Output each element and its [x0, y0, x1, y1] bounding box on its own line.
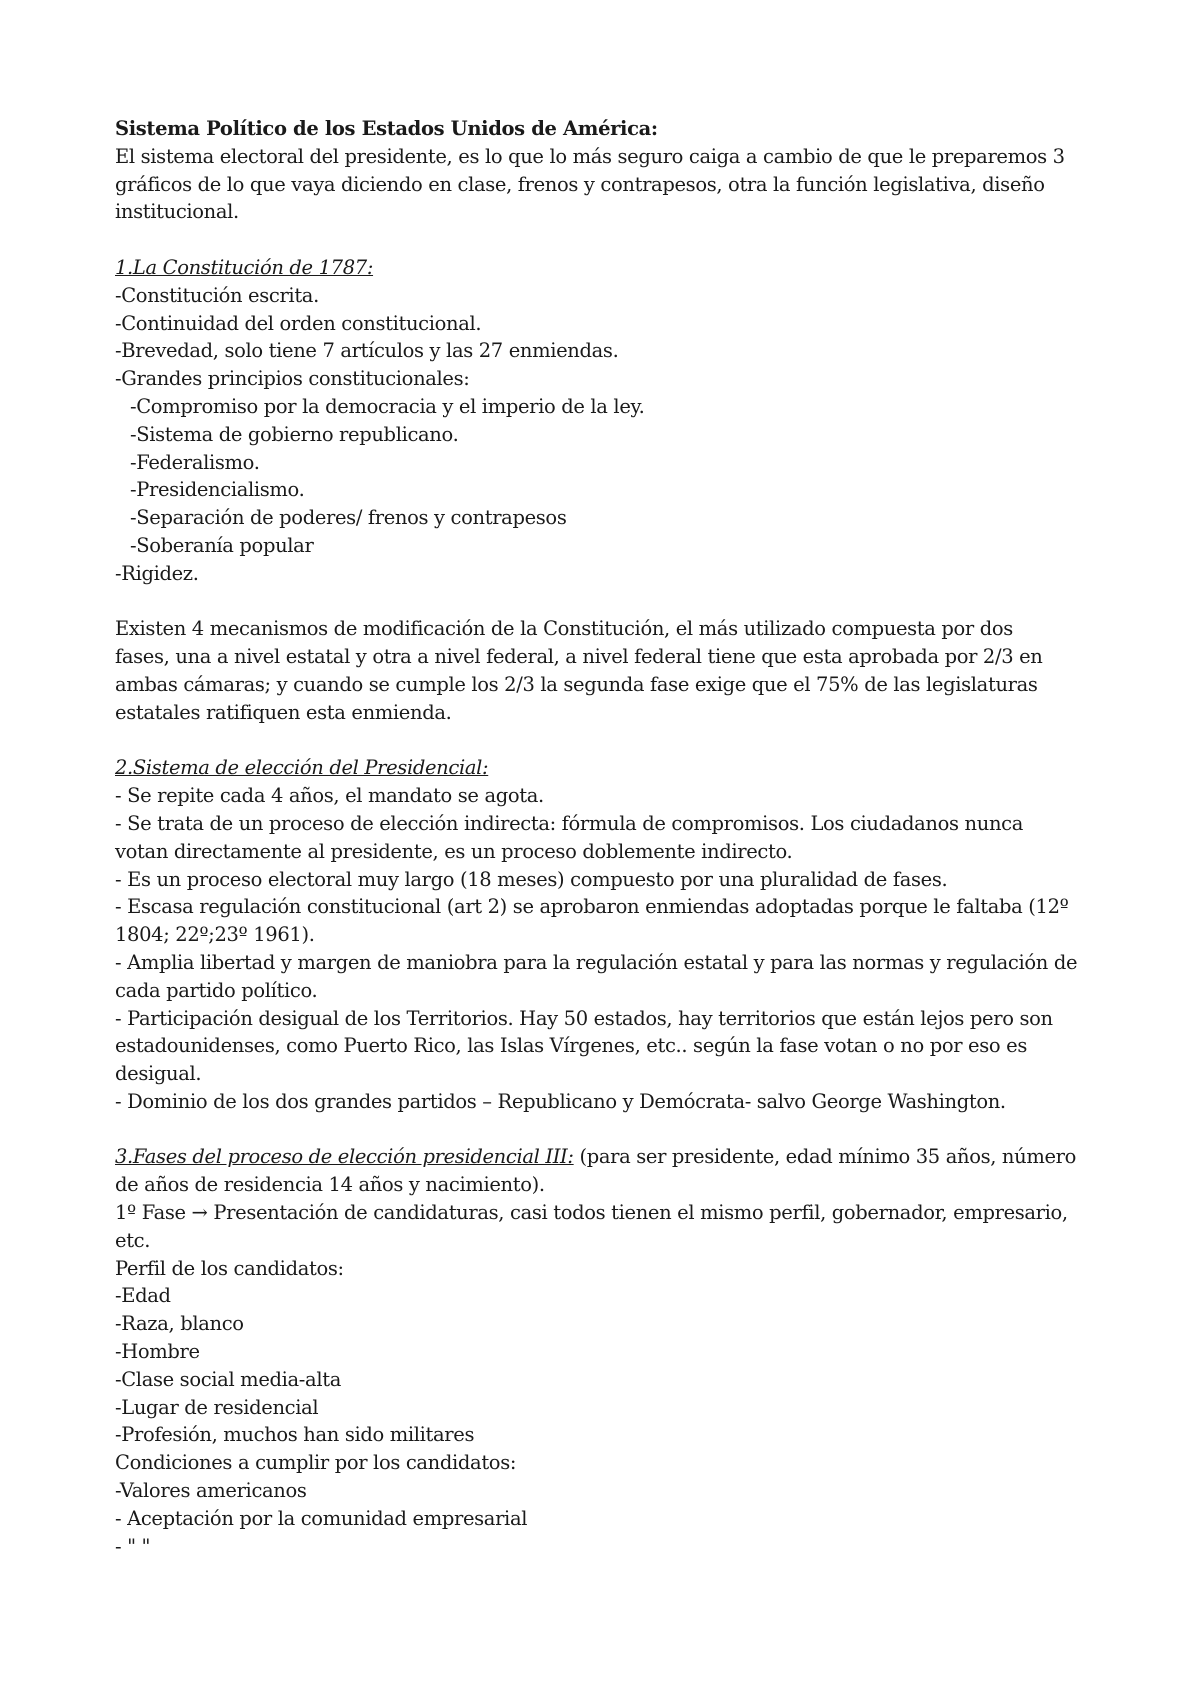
text-line: Perfil de los candidatos: — [115, 1256, 344, 1280]
text-line: -Clase social media-alta — [115, 1367, 341, 1391]
sub-list-item: -Soberanía popular — [130, 533, 314, 557]
sub-list-item: -Federalismo. — [130, 450, 260, 474]
list-item: -Rigidez. — [115, 561, 199, 585]
sub-list-item: -Compromiso por la democracia y el imperio de la ley. — [130, 394, 645, 418]
paragraph-line: fases, una a nivel estatal y otra a nivel federal, a nivel federal tiene que esta aprobada por 2/3 en — [115, 645, 1043, 669]
text-line: etc. — [115, 1228, 151, 1252]
text-line: - " " — [115, 1534, 151, 1558]
text-line: desigual. — [115, 1062, 202, 1086]
text-line: - Es un proceso electoral muy largo (18 meses) compuesto por una pluralidad de fases. — [115, 867, 948, 891]
sub-list-item: -Separación de poderes/ frenos y contrapesos — [130, 506, 567, 530]
text-line: -Hombre — [115, 1340, 200, 1364]
text-line: Condiciones a cumplir por los candidatos: — [115, 1451, 517, 1475]
blank-line — [115, 1116, 1105, 1144]
paragraph-line: Existen 4 mecanismos de modificación de la Constitución, el más utilizado compuesta por dos — [115, 617, 1013, 641]
intro-line: El sistema electoral del presidente, es lo que lo más seguro caiga a cambio de que le preparemos 3 — [115, 144, 1065, 168]
text-line: - Escasa regulación constitucional (art 2) se aprobaron enmiendas adoptadas porque le faltaba (12º — [115, 895, 1069, 919]
text-line: -Raza, blanco — [115, 1312, 244, 1336]
document-title: Sistema Político de los Estados Unidos de América: — [115, 117, 658, 140]
intro-line: institucional. — [115, 200, 239, 224]
list-item: -Continuidad del orden constitucional. — [115, 311, 482, 335]
section-heading-tail: (para ser presidente, edad mínimo 35 años, número — [573, 1145, 1077, 1169]
list-item: -Brevedad, solo tiene 7 artículos y las 27 enmiendas. — [115, 339, 619, 363]
section-heading: 2.Sistema de elección del Presidencial: — [115, 756, 489, 780]
text-line: -Lugar de residencial — [115, 1395, 319, 1419]
text-line: - Participación desigual de los Territorios. Hay 50 estados, hay territorios que están lejos pero son — [115, 1006, 1053, 1030]
blank-line — [115, 727, 1105, 755]
section-heading: 3.Fases del proceso de elección presidencial III: — [115, 1145, 574, 1169]
document-page — [115, 115, 1105, 1560]
sub-list-item: -Sistema de gobierno republicano. — [130, 422, 459, 446]
list-item: -Constitución escrita. — [115, 283, 319, 307]
paragraph-line: estatales ratifiquen esta enmienda. — [115, 700, 452, 724]
text-line: - Se trata de un proceso de elección indirecta: fórmula de compromisos. Los ciudadanos nunca — [115, 811, 1023, 835]
blank-line — [115, 226, 1105, 254]
text-line: - Dominio de los dos grandes partidos – Republicano y Demócrata- salvo George Washington. — [115, 1089, 1006, 1113]
list-item: -Grandes principios constitucionales: — [115, 367, 470, 391]
text-line: - Aceptación por la comunidad empresarial — [115, 1506, 528, 1530]
text-line: -Edad — [115, 1284, 171, 1308]
text-line: 1º Fase → Presentación de candidaturas, casi todos tienen el mismo perfil, gobernador, empresario, — [115, 1201, 1068, 1225]
paragraph-line: ambas cámaras; y cuando se cumple los 2/3 la segunda fase exige que el 75% de las legislaturas — [115, 672, 1038, 696]
sub-list-item: -Presidencialismo. — [130, 478, 305, 502]
text-line: estadounidenses, como Puerto Rico, las Islas Vírgenes, etc.. según la fase votan o no por eso es — [115, 1034, 1027, 1058]
section-heading: 1.La Constitución de 1787: — [115, 255, 374, 279]
blank-line — [115, 588, 1105, 616]
text-line: de años de residencia 14 años y nacimiento). — [115, 1173, 545, 1197]
text-line: cada partido político. — [115, 978, 318, 1002]
text-line: - Se repite cada 4 años, el mandato se agota. — [115, 784, 544, 808]
text-line: 1804; 22º;23º 1961). — [115, 923, 315, 947]
intro-line: gráficos de lo que vaya diciendo en clase, frenos y contrapesos, otra la función legislativa, diseño — [115, 172, 1045, 196]
text-line: - Amplia libertad y margen de maniobra para la regulación estatal y para las normas y regulación de — [115, 950, 1078, 974]
text-line: votan directamente al presidente, es un proceso doblemente indirecto. — [115, 839, 793, 863]
text-line: -Valores americanos — [115, 1479, 307, 1503]
text-line: -Profesión, muchos han sido militares — [115, 1423, 475, 1447]
